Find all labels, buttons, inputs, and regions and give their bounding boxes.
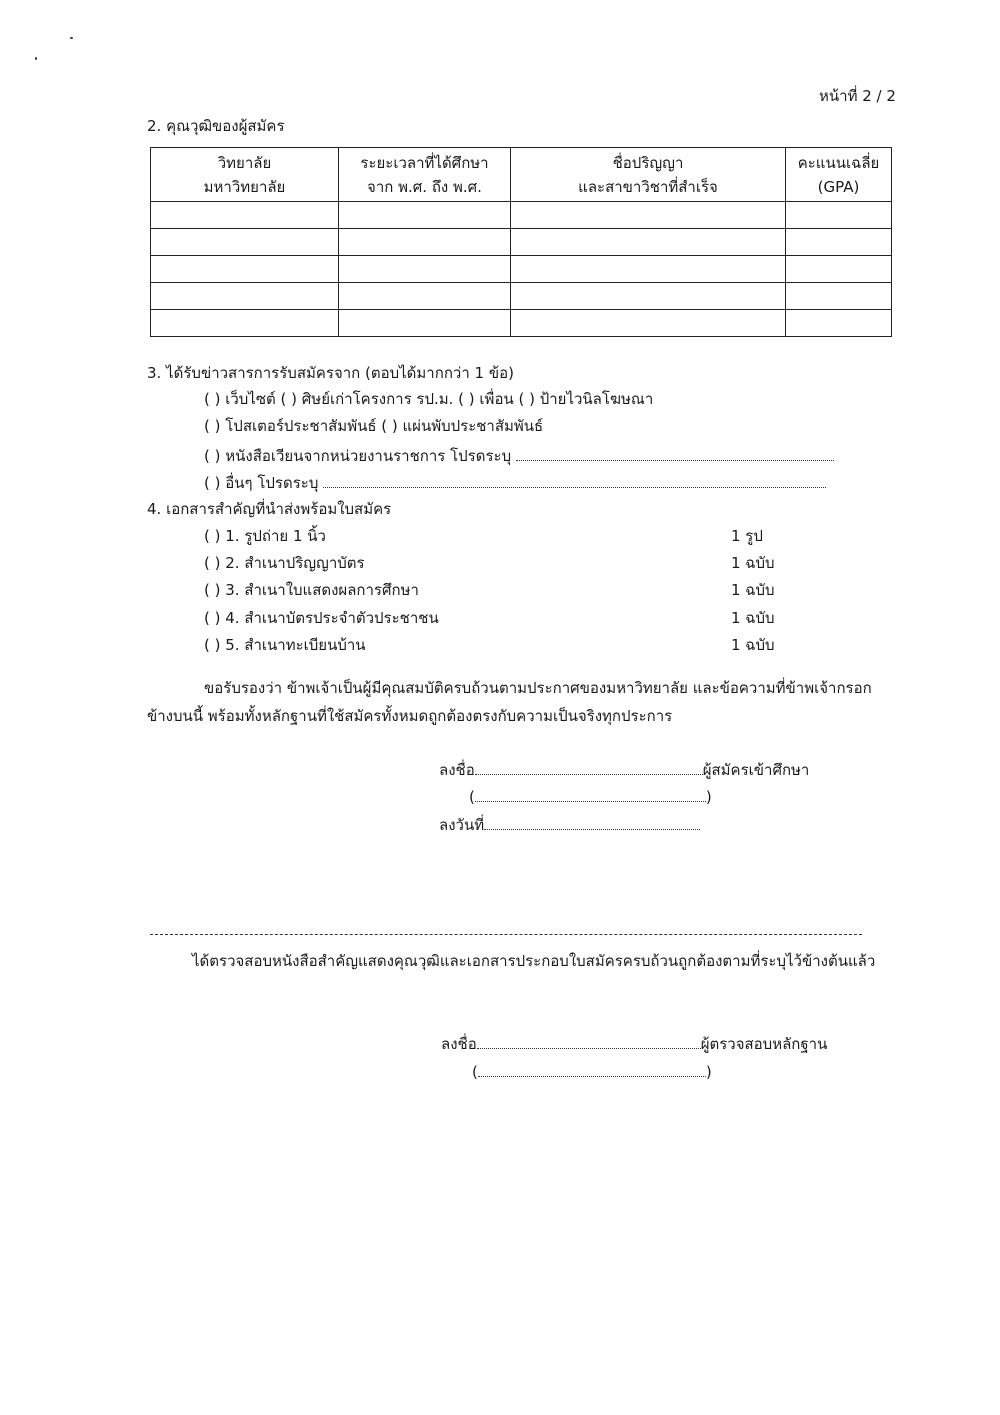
applicant-date-line: [439, 815, 700, 835]
date-label: ลงวันที่: [439, 816, 485, 834]
table-row: [151, 229, 892, 256]
table-cell[interactable]: [511, 202, 786, 229]
scan-speck: [35, 57, 37, 60]
table-cell[interactable]: [511, 310, 786, 337]
document-item-qty: 1 ฉบับ: [731, 581, 775, 599]
document-item-qty: 1 ฉบับ: [731, 554, 775, 572]
table-row: [151, 310, 892, 337]
scan-speck: [70, 37, 73, 39]
section2-title: 2. คุณวุฒิของผู้สมัคร: [147, 117, 285, 135]
applicant-date-field[interactable]: [484, 817, 700, 830]
table-cell[interactable]: [151, 310, 339, 337]
table-cell[interactable]: [339, 283, 511, 310]
close-paren: ): [705, 788, 712, 806]
document-item-qty: 1 รูป: [731, 527, 763, 545]
verifier-name-line: [472, 1062, 712, 1082]
verifier-signature-line: [441, 1034, 827, 1054]
table-row: [151, 283, 892, 310]
close-paren: ): [705, 1063, 712, 1081]
news-source-options-line2[interactable]: ( ) โปสเตอร์ประชาสัมพันธ์ ( ) แผ่นพับประชาสัมพันธ์: [204, 417, 544, 435]
other-specify-field[interactable]: [323, 475, 826, 488]
applicant-role: ผู้สมัครเข้าศึกษา: [702, 761, 810, 779]
document-item-text[interactable]: ( ) 4. สำเนาบัตรประจำตัวประชาชน: [204, 609, 439, 627]
section3-title: 3. ได้รับข่าวสารการรับสมัครจาก (ตอบได้มากกว่า 1 ข้อ): [147, 364, 514, 382]
verifier-name-field[interactable]: [478, 1064, 706, 1077]
table-row: [151, 202, 892, 229]
section4-title: 4. เอกสารสำคัญที่นำส่งพร้อมใบสมัคร: [147, 500, 392, 518]
applicant-name-field[interactable]: [475, 789, 706, 802]
table-cell[interactable]: [339, 229, 511, 256]
section-divider: [150, 934, 862, 935]
table-cell[interactable]: [786, 310, 892, 337]
table-row: [151, 256, 892, 283]
table-cell[interactable]: [151, 256, 339, 283]
table-cell[interactable]: [151, 283, 339, 310]
table-cell[interactable]: [511, 229, 786, 256]
news-source-options-line1[interactable]: ( ) เว็บไซต์ ( ) ศิษย์เก่าโครงการ รป.ม. ( ) เพื่อน ( ) ป้ายไวนิลโฆษณา: [204, 390, 654, 408]
applicant-signature-field[interactable]: [475, 762, 703, 775]
verifier-signature-field[interactable]: [477, 1036, 701, 1049]
table-cell[interactable]: [786, 229, 892, 256]
applicant-signature-line: [439, 760, 809, 780]
table-cell[interactable]: [339, 256, 511, 283]
table-cell[interactable]: [511, 256, 786, 283]
col-header-gpa: คะแนนเฉลี่ย (GPA): [786, 148, 892, 202]
news-source-other-option[interactable]: [204, 473, 826, 493]
table-cell[interactable]: [786, 283, 892, 310]
table-cell[interactable]: [339, 310, 511, 337]
col-header-period: ระยะเวลาที่ได้ศึกษา จาก พ.ศ. ถึง พ.ศ.: [339, 148, 511, 202]
certification-line1: ขอรับรองว่า ข้าพเจ้าเป็นผู้มีคุณสมบัติครบถ้วนตามประกาศของมหาวิทยาลัย และข้อความที่ข้าพเจ้ากรอก: [204, 679, 872, 697]
document-item-qty: 1 ฉบับ: [731, 609, 775, 627]
applicant-name-line: [469, 787, 712, 807]
circular-specify-field[interactable]: [516, 448, 834, 461]
certification-line2: ข้างบนนี้ พร้อมทั้งหลักฐานที่ใช้สมัครทั้งหมดถูกต้องตรงกับความเป็นจริงทุกประการ: [147, 707, 673, 725]
col-header-degree: ชื่อปริญญา และสาขาวิชาที่สำเร็จ: [511, 148, 786, 202]
document-item-text[interactable]: ( ) 3. สำเนาใบแสดงผลการศึกษา: [204, 581, 419, 599]
other-option-label: ( ) อื่นๆ โปรดระบุ: [204, 474, 319, 492]
table-cell[interactable]: [339, 202, 511, 229]
table-cell[interactable]: [151, 229, 339, 256]
open-paren: (: [469, 788, 475, 806]
table-cell[interactable]: [786, 202, 892, 229]
document-item-text[interactable]: ( ) 5. สำเนาทะเบียนบ้าน: [204, 636, 366, 654]
open-paren: (: [472, 1063, 478, 1081]
qualifications-table: [150, 147, 892, 337]
news-source-circular-option[interactable]: [204, 446, 834, 466]
circular-option-label: ( ) หนังสือเวียนจากหน่วยงานราชการ โปรดระบุ: [204, 447, 512, 465]
document-item-qty: 1 ฉบับ: [731, 636, 775, 654]
document-item-text[interactable]: ( ) 2. สำเนาปริญญาบัตร: [204, 554, 365, 572]
document-item-text[interactable]: ( ) 1. รูปถ่าย 1 นิ้ว: [204, 527, 326, 545]
sign-label: ลงชื่อ: [441, 1035, 477, 1053]
table-cell[interactable]: [151, 202, 339, 229]
verifier-role: ผู้ตรวจสอบหลักฐาน: [700, 1035, 828, 1053]
col-header-institution: วิทยาลัย มหาวิทยาลัย: [151, 148, 339, 202]
table-cell[interactable]: [511, 283, 786, 310]
table-cell[interactable]: [786, 256, 892, 283]
page-number: หน้าที่ 2 / 2: [819, 87, 896, 105]
sign-label: ลงชื่อ: [439, 761, 475, 779]
verification-statement: ได้ตรวจสอบหนังสือสำคัญแสดงคุณวุฒิและเอกสารประกอบใบสมัครครบถ้วนถูกต้องตามที่ระบุไว้ข้างต้นแล้ว: [192, 952, 876, 970]
table-header-row: [151, 148, 892, 202]
